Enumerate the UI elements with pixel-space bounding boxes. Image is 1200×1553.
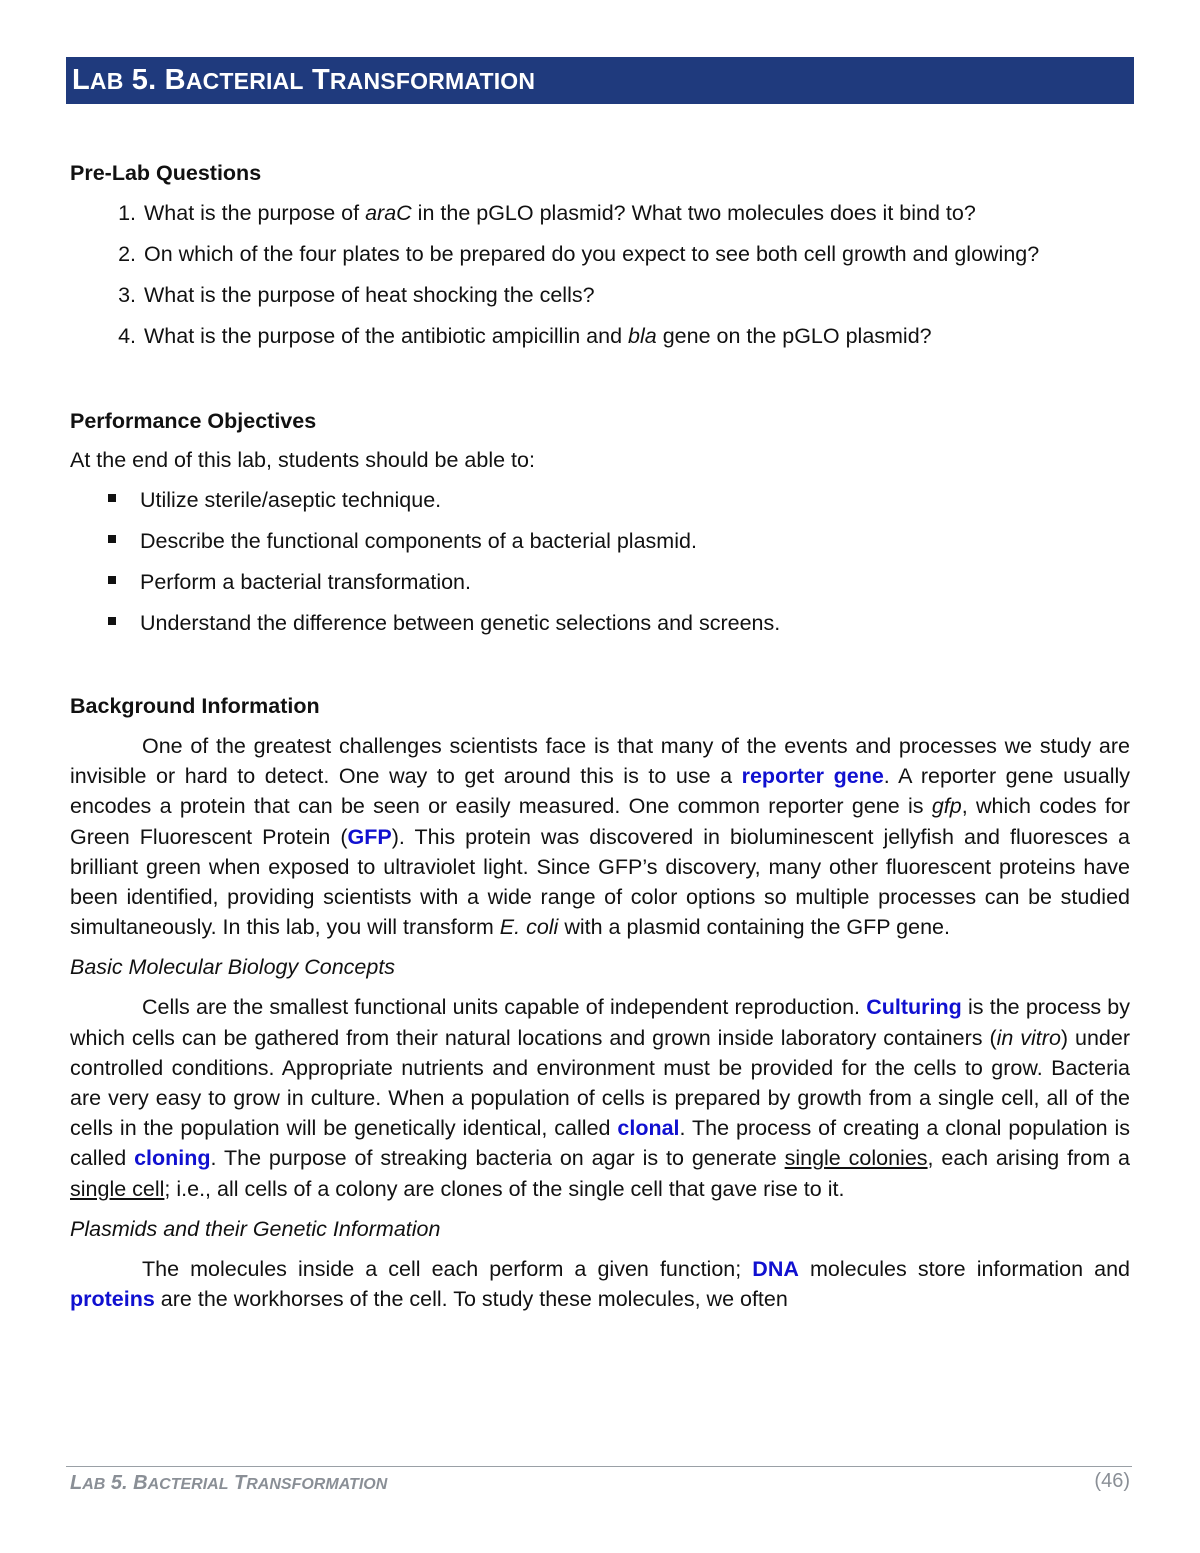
- text: . A reporter gene usually encodes a protein that can be seen or easily measured. One common reporter gene is: [70, 764, 1130, 819]
- bullet-icon: [108, 576, 116, 584]
- page-title: [66, 57, 1134, 104]
- background-paragraph: [70, 1254, 1130, 1314]
- title-part: 5.: [123, 64, 165, 96]
- footer-part: RANSFORMATION: [246, 1476, 388, 1493]
- text: . The process of creating a clonal population is called: [70, 1116, 1131, 1171]
- text: in the pGLO plasmid? What two molecules does it bind to?: [411, 201, 976, 225]
- page-number: (46): [1094, 1470, 1130, 1492]
- text: gene on the pGLO plasmid?: [656, 324, 932, 348]
- prelab-question: 3. What is the purpose of heat shocking the cells?: [142, 280, 1130, 310]
- footer-part: ACTERIAL: [147, 1476, 229, 1493]
- key-term: reporter gene: [741, 764, 884, 789]
- objective-text: Perform a bacterial transformation.: [140, 570, 471, 594]
- title-part: RANSFORMATION: [329, 68, 536, 94]
- background-paragraph: [70, 731, 1130, 942]
- key-term: proteins: [70, 1287, 155, 1312]
- footer-part: 5.: [105, 1472, 134, 1494]
- bullet-icon: [108, 494, 116, 502]
- footer-divider: [66, 1466, 1132, 1467]
- text: , each arising from a: [927, 1146, 1131, 1171]
- key-term: GFP: [347, 824, 392, 849]
- footer-title: [70, 1472, 387, 1495]
- text: ). This protein was discovered in bioluminescent jellyfish and fluoresces a brilliant green when exposed to ultraviolet light. Since GFP’s discovery, many other fluorescent proteins have been identified, providing scientists with a wide range of color options so multiple processes can be studied simultaneously. In this lab, you will transform: [70, 824, 1130, 940]
- title-part: ACTERIAL: [185, 68, 304, 94]
- objective-text: Describe the functional components of a bacterial plasmid.: [140, 529, 697, 553]
- title-part: T: [311, 64, 330, 96]
- text: ; i.e., all cells of a colony are clones of the single cell that gave rise to it.: [164, 1176, 845, 1201]
- title-part: AB: [89, 68, 124, 94]
- text: . The purpose of streaking bacteria on agar is to generate: [210, 1146, 785, 1171]
- footer-part: L: [70, 1472, 83, 1494]
- objective-text: Utilize sterile/aseptic technique.: [140, 488, 442, 512]
- key-term: Culturing: [866, 995, 962, 1020]
- objectives-list: [70, 485, 1130, 638]
- subsection-heading: Basic Molecular Biology Concepts: [70, 955, 396, 980]
- prelab-question-list: [70, 198, 1130, 351]
- text: is the process by which cells can be gathered from their natural locations and grown inside laboratory containers (: [70, 995, 1131, 1050]
- objectives-intro: At the end of this lab, students should be able to:: [70, 448, 535, 472]
- latin-term: in vitro: [996, 1025, 1061, 1050]
- prelab-question: [142, 198, 1130, 228]
- objective-item: [108, 608, 1130, 638]
- background-paragraph: [70, 992, 1130, 1203]
- title-part: [304, 64, 312, 96]
- species-name: E. coli: [499, 915, 559, 940]
- text: The molecules inside a cell each perform a given function;: [142, 1256, 753, 1281]
- key-term: clonal: [617, 1116, 680, 1141]
- bullet-icon: [108, 535, 116, 543]
- underlined-term: single colonies: [784, 1146, 928, 1171]
- footer-part: B: [133, 1472, 148, 1494]
- footer-part: AB: [82, 1476, 106, 1493]
- text: with a plasmid containing the GFP gene.: [558, 915, 950, 940]
- underlined-term: single cell: [70, 1176, 165, 1201]
- page-body: [70, 158, 1130, 1314]
- gene-name: araC: [365, 201, 412, 225]
- text: are the workhorses of the cell. To study these molecules, we often: [154, 1287, 788, 1312]
- title-part: B: [164, 64, 186, 96]
- text: molecules store information and: [798, 1256, 1130, 1281]
- bullet-icon: [108, 617, 116, 625]
- key-term: cloning: [134, 1146, 211, 1171]
- text: What is the purpose of: [144, 201, 366, 225]
- subsection-heading: Plasmids and their Genetic Information: [70, 1216, 441, 1241]
- text: Cells are the smallest functional units capable of independent reproduction.: [142, 995, 867, 1020]
- objective-text: Understand the difference between genetic selections and screens.: [140, 611, 781, 635]
- key-term: DNA: [752, 1256, 799, 1281]
- footer-part: T: [234, 1472, 247, 1494]
- background-heading: Background Information: [70, 694, 320, 718]
- objective-item: [108, 567, 1130, 597]
- prelab-question: [142, 321, 1130, 351]
- gene-name: gfp: [931, 794, 962, 819]
- text: , which codes for Green Fluorescent Protein (: [70, 794, 1131, 849]
- prelab-heading: Pre-Lab Questions: [70, 161, 262, 185]
- prelab-question: 2. On which of the four plates to be prepared do you expect to see both cell growth and glowing?: [142, 239, 1130, 269]
- text: What is the purpose of the antibiotic ampicillin and: [144, 324, 629, 348]
- title-part: L: [72, 64, 90, 96]
- objectives-heading: Performance Objectives: [70, 409, 317, 433]
- text: One of the greatest challenges scientists face is that many of the events and processes we study are invisible or hard to detect. One way to get around this is to use a: [70, 734, 1130, 789]
- objective-item: [108, 485, 1130, 515]
- text: ) under controlled conditions. Appropriate nutrients and environment must be provided for the cells to grow. Bacteria are very easy to grow in culture. When a population of cells is prepared by growth from a single cell, all of the cells in the population will be genetically identical, called: [70, 1025, 1130, 1141]
- objective-item: [108, 526, 1130, 556]
- gene-name: bla: [628, 324, 657, 348]
